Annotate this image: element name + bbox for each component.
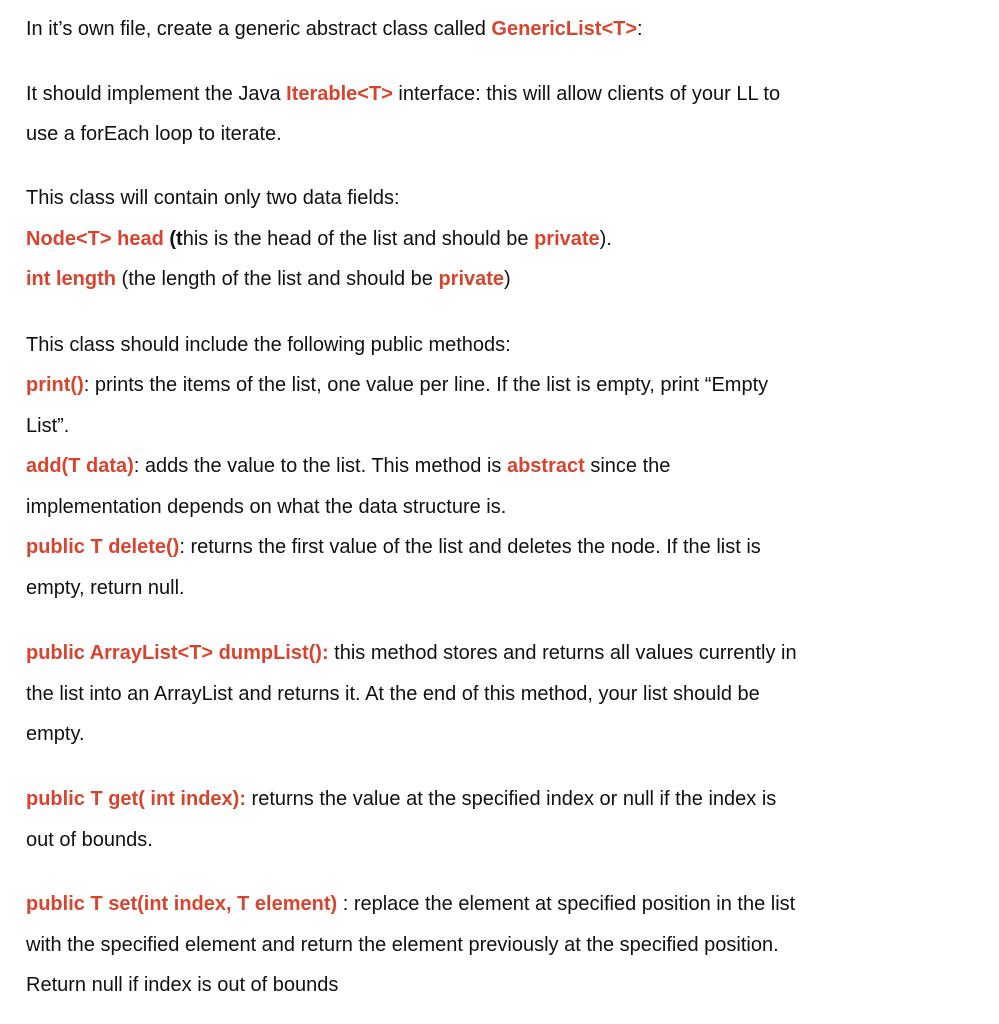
method-delete-signature: public T delete() [26, 536, 180, 558]
intro-line [26, 9, 643, 50]
method-add-signature: add(T data) [26, 455, 134, 477]
method-dumplist-signature: public ArrayList<T> dumpList(): [26, 642, 329, 664]
method-get-line-1: public T get( int index): returns the value at the specified index or null if the index is [26, 788, 777, 810]
class-name: GenericList<T> [491, 18, 638, 40]
iterable-line-2: use a forEach loop to iterate. [26, 123, 282, 145]
interface-name: Iterable<T> [286, 83, 393, 105]
method-set-signature: public T set(int index, T element) [26, 893, 338, 915]
method-set-line-1: public T set(int index, T element) : replace the element at specified position in the list [26, 893, 796, 915]
iterable-line-1 [26, 74, 780, 115]
method-get-line-2: out of bounds. [26, 829, 153, 851]
field-head-name: Node<T> head [26, 228, 164, 250]
intro-suffix: : [637, 18, 643, 40]
method-add-line-1: add(T data): adds the value to the list. This method is abstract since the [26, 455, 671, 477]
iterable-text-end: interface: this will allow clients of your LL to [392, 83, 781, 105]
field-head-desc: his is the head of the list and should be [182, 228, 535, 250]
field-length: int length (the length of the list and should be private) [26, 268, 511, 290]
method-print-line-1: print(): prints the items of the list, one value per line. If the list is empty, print “Empty [26, 374, 769, 396]
method-add-line-2: implementation depends on what the data structure is. [26, 496, 507, 518]
field-head-paren: (t [169, 228, 183, 250]
methods-heading: This class should include the following public methods: [26, 334, 511, 356]
intro-text: In it’s own file, create a generic abstract class called [26, 18, 492, 40]
method-dumplist-line-1: public ArrayList<T> dumpList(): this method stores and returns all values currently in [26, 642, 797, 664]
method-set-line-2: with the specified element and return the element previously at the specified position. [26, 934, 779, 956]
method-get-signature: public T get( int index): [26, 788, 246, 810]
field-head-modifier: private [534, 228, 600, 250]
abstract-keyword: abstract [506, 455, 585, 477]
method-set-line-3: Return null if index is out of bounds [26, 974, 339, 996]
method-print-line-2: List”. [26, 415, 70, 437]
field-length-name: int length [26, 268, 116, 290]
method-dumplist-line-2: the list into an ArrayList and returns it. At the end of this method, your list should be [26, 683, 760, 705]
method-dumplist-line-3: empty. [26, 723, 85, 745]
method-delete-line-1: public T delete(): returns the first value of the list and deletes the node. If the list is [26, 536, 761, 558]
fields-heading: This class will contain only two data fields: [26, 187, 400, 209]
field-head: Node<T> head (this is the head of the list and should be private). [26, 228, 612, 250]
method-delete-line-2: empty, return null. [26, 577, 185, 599]
method-print-signature: print() [26, 374, 84, 396]
iterable-text: It should implement the Java [26, 83, 287, 105]
field-length-modifier: private [438, 268, 505, 290]
field-length-desc: (the length of the list and should be [115, 268, 439, 290]
